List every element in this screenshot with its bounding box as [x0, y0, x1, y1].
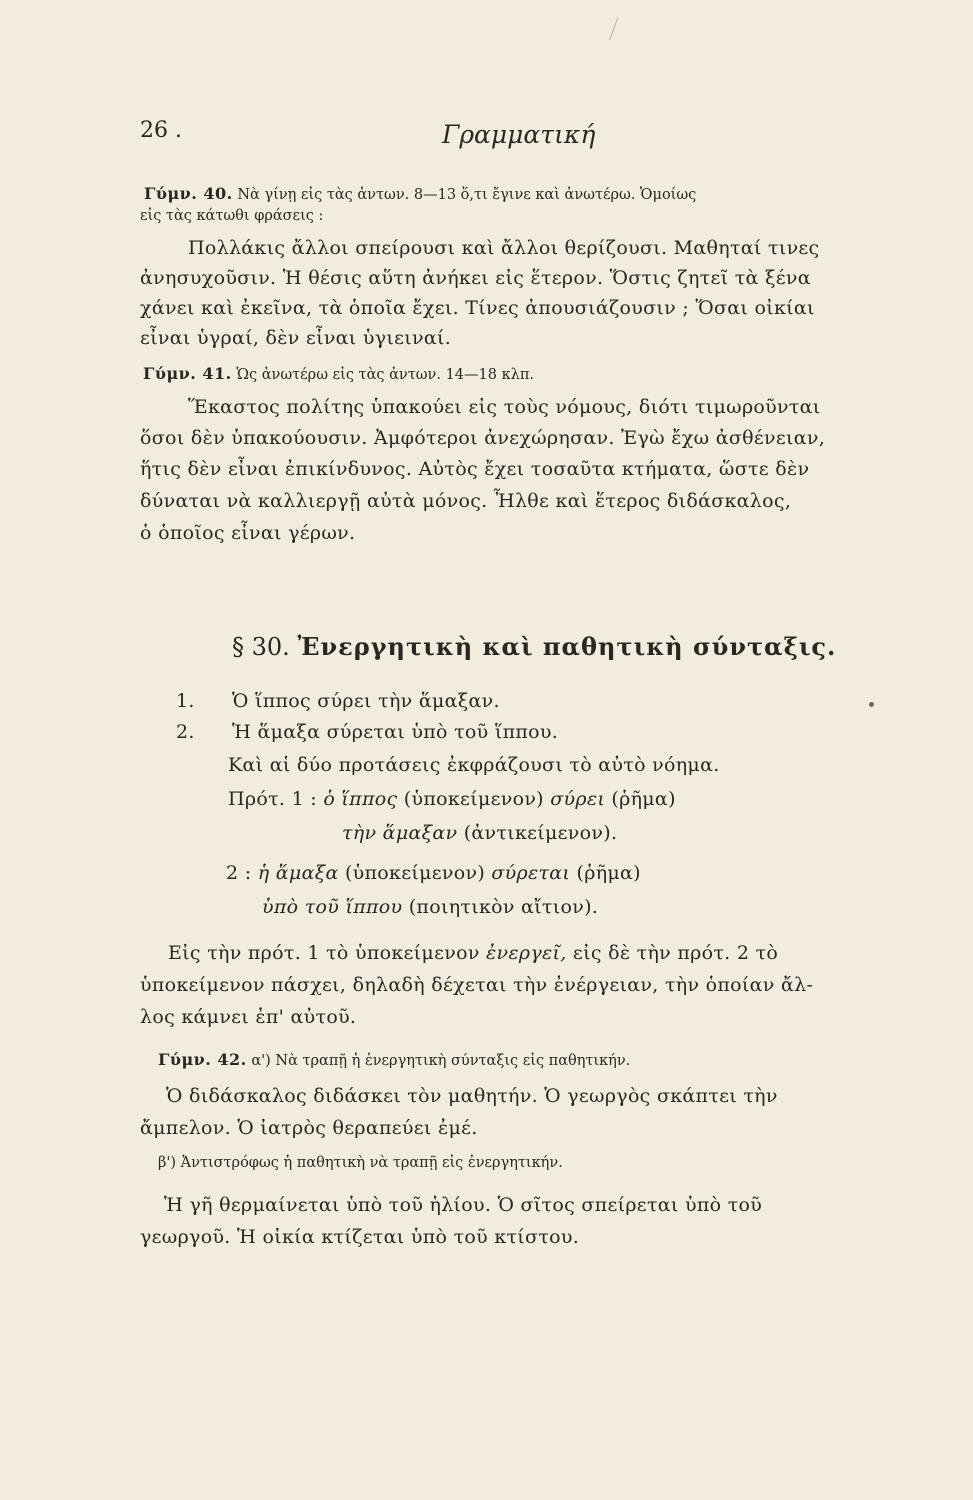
page-number: 26 .: [140, 118, 182, 143]
exercise-40-text-line3: χάνει καὶ ἐκεῖνα, τὰ ὁποῖα ἔχει. Τίνες ἀπουσιάζουσιν ; Ὅσαι οἰκίαι: [140, 297, 815, 319]
exercise-42-instruction-b: β') Ἀντιστρόφως ἡ παθητικὴ νὰ τραπῇ εἰς ἐνεργητικήν.: [158, 1155, 563, 1171]
exercise-41-label: Γύμν. 41.: [143, 364, 232, 383]
analysis-prot1-line2: τὴν ἅμαξαν (ἀντικείμενον).: [342, 822, 618, 844]
exercise-42a-line1: Ὁ διδάσκαλος διδάσκει τὸν μαθητήν. Ὁ γεωργὸς σκάπτει τὴν: [166, 1085, 778, 1107]
exercise-41-text-line4: δύναται νὰ καλλιεργῇ αὐτὰ μόνος. Ἦλθε καὶ ἕτερος διδάσκαλος,: [140, 490, 792, 512]
analysis-prot1-line1: Πρότ. 1 : ὁ ἵππος (ὑποκείμενον) σύρει (ῥῆμα): [228, 788, 676, 810]
exercise-41-instruction: Γύμν. 41. Ὡς ἀνωτέρω εἰς τὰς ἀντων. 14—18 κλπ.: [143, 364, 534, 383]
exercise-41-text-line2: ὅσοι δὲν ὑπακούουσιν. Ἀμφότεροι ἀνεχώρησαν. Ἐγὼ ἔχω ἀσθένειαν,: [140, 427, 826, 449]
exercise-42-label: Γύμν. 42.: [158, 1050, 247, 1069]
exercise-41-text-line1: Ἕκαστος πολίτης ὑπακούει εἰς τοὺς νόμους, διότι τιμωροῦνται: [188, 396, 821, 418]
pencil-mark: [609, 17, 625, 42]
exercise-41-text-line3: ἥτις δὲν εἶναι ἐπικίνδυνος. Αὐτὸς ἔχει τοσαῦτα κτήματα, ὥστε δὲν: [140, 458, 810, 480]
exercise-40-label: Γύμν. 40.: [144, 184, 233, 203]
exercise-40-instruction-line1: Γύμν. 40. Νὰ γίνῃ εἰς τὰς ἀντων. 8—13 ὅ,τι ἔγινε καὶ ἀνωτέρω. Ὁμοίως: [144, 184, 697, 203]
exercise-40-text-line4: εἶναι ὑγραί, δὲν εἶναι ὑγιειναί.: [140, 327, 452, 349]
exercise-40-text-line2: ἀνησυχοῦσιν. Ἡ θέσις αὕτη ἀνήκει εἰς ἕτερον. Ὅστις ζητεῖ τὰ ξένα: [140, 267, 811, 289]
exercise-42b-line2: γεωργοῦ. Ἡ οἰκία κτίζεται ὑπὸ τοῦ κτίστου.: [140, 1226, 580, 1248]
analysis-prot2-line2: ὑπὸ τοῦ ἵππου (ποιητικὸν αἴτιον).: [262, 896, 599, 918]
exercise-41-text-line5: ὁ ὁποῖος εἶναι γέρων.: [140, 522, 356, 544]
running-title: Γραμματική: [442, 120, 596, 149]
analysis-prot2-line1: 2 : ἡ ἅμαξα (ὑποκείμενον) σύρεται (ῥῆμα): [226, 862, 641, 884]
example-1-number: 1.: [176, 690, 195, 712]
section-heading: [232, 632, 836, 661]
example-2-sentence: Ἡ ἅμαξα σύρεται ὑπὸ τοῦ ἵππου.: [232, 721, 559, 743]
exercise-42-instruction-a: Γύμν. 42. α') Νὰ τραπῇ ἡ ἐνεργητικὴ σύνταξις εἰς παθητικήν.: [158, 1050, 631, 1069]
section-title: Ἐνεργητικὴ καὶ παθητικὴ σύνταξις.: [297, 632, 837, 661]
exercise-40-text-line1: Πολλάκις ἄλλοι σπείρουσι καὶ ἄλλοι θερίζουσι. Μαθηταί τινες: [188, 237, 820, 259]
exercise-42b-line1: Ἡ γῆ θερμαίνεται ὑπὸ τοῦ ἡλίου. Ὁ σῖτος σπείρεται ὑπὸ τοῦ: [164, 1194, 763, 1216]
exercise-40-instruction-line2: εἰς τὰς κάτωθι φράσεις :: [140, 208, 324, 224]
section-number: § 30.: [232, 633, 290, 661]
ink-dot: [869, 702, 874, 707]
explanation-line2: ὑποκείμενον πάσχει, δηλαδὴ δέχεται τὴν ἐνέργειαν, τὴν ὁποίαν ἄλ-: [140, 974, 814, 996]
explanation-line3: λος κάμνει ἐπ' αὐτοῦ.: [140, 1006, 357, 1028]
exercise-42a-line2: ἄμπελον. Ὁ ἰατρὸς θεραπεύει ἐμέ.: [140, 1117, 478, 1139]
example-1-sentence: Ὁ ἵππος σύρει τὴν ἅμαξαν.: [232, 690, 500, 712]
example-2-number: 2.: [176, 721, 195, 743]
explanation-line1: Εἰς τὴν πρότ. 1 τὸ ὑποκείμενον ἐνεργεῖ, εἰς δὲ τὴν πρότ. 2 τὸ: [168, 942, 779, 964]
examples-note: Καὶ αἱ δύο προτάσεις ἐκφράζουσι τὸ αὐτὸ νόημα.: [228, 754, 720, 776]
